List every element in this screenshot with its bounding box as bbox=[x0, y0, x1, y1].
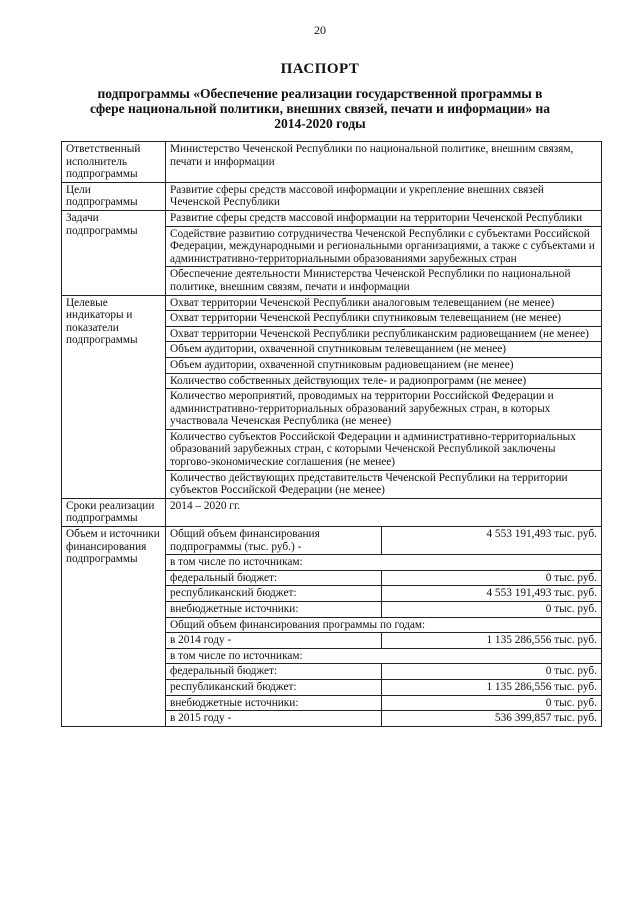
indicator-item: Количество мероприятий, проводимых на территории Российской Федерации и административно-территориальных образований зарубежных стран, в которых участвовала Чеченская Республика (не менее) bbox=[166, 389, 602, 430]
funding-by-years: Общий объем финансирования программы по годам: bbox=[166, 617, 602, 633]
funding-2014-extra-label: внебюджетные источники: bbox=[166, 695, 382, 711]
funding-2014-republic-label: республиканский бюджет: bbox=[166, 679, 382, 695]
funding-republic-label: республиканский бюджет: bbox=[166, 586, 382, 602]
indicator-item: Количество действующих представительств Чеченской Республики на территории субъектов Российской Федерации (не менее) bbox=[166, 470, 602, 498]
indicator-item: Объем аудитории, охваченной спутниковым телевещанием (не менее) bbox=[166, 342, 602, 358]
funding-incl-sources: в том числе по источникам: bbox=[166, 555, 602, 571]
row-value-goals: Развитие сферы средств массовой информации и укрепление внешних связей Чеченской Республики bbox=[166, 182, 602, 210]
table-row bbox=[62, 142, 602, 183]
funding-2015-label: в 2015 году - bbox=[166, 711, 382, 727]
funding-2015-value: 536 399,857 тыс. руб. bbox=[382, 711, 602, 727]
task-item: Развитие сферы средств массовой информации на территории Чеченской Республики bbox=[166, 210, 602, 226]
funding-federal-value: 0 тыс. руб. bbox=[382, 570, 602, 586]
funding-2014-incl: в том числе по источникам: bbox=[166, 648, 602, 664]
row-value-terms: 2014 – 2020 гг. bbox=[166, 498, 602, 526]
table-row bbox=[62, 182, 602, 210]
indicator-item: Количество субъектов Российской Федерации и административно-территориальных образований зарубежных стран, с которыми Чеченской Республикой заключены торгово-экономические соглашения (не менее) bbox=[166, 429, 602, 470]
task-item: Обеспечение деятельности Министерства Чеченской Республики по национальной политике, внешним связям, печати и информации bbox=[166, 267, 602, 295]
funding-total-label: Общий объем финансирования подпрограммы (тыс. руб.) - bbox=[166, 527, 382, 555]
passport-table bbox=[61, 141, 602, 727]
table-row bbox=[62, 498, 602, 526]
task-item: Содействие развитию сотрудничества Чеченской Республики с субъектами Российской Федерации, международными и региональными организациями, а также с субъектами и административно-территориальными образованиями зарубежных стран bbox=[166, 226, 602, 267]
indicator-item: Охват территории Чеченской Республики аналоговым телевещанием (не менее) bbox=[166, 295, 602, 311]
document-title: ПАСПОРТ bbox=[280, 61, 360, 77]
funding-2014-federal-value: 0 тыс. руб. bbox=[382, 664, 602, 680]
document-subtitle: подпрограммы «Обеспечение реализации государственной программы в сфере национальной политики, внешних связей, печати и информации» на 2014-2020 годы bbox=[90, 86, 550, 131]
indicator-item: Количество собственных действующих теле- и радиопрограмм (не менее) bbox=[166, 373, 602, 389]
funding-extra-value: 0 тыс. руб. bbox=[382, 602, 602, 618]
funding-extra-label: внебюджетные источники: bbox=[166, 602, 382, 618]
indicator-item: Охват территории Чеченской Республики спутниковым телевещанием (не менее) bbox=[166, 311, 602, 327]
funding-federal-label: федеральный бюджет: bbox=[166, 570, 382, 586]
funding-2014-value: 1 135 286,556 тыс. руб. bbox=[382, 633, 602, 649]
row-label-tasks: Задачи подпрограммы bbox=[62, 210, 166, 295]
funding-republic-value: 4 553 191,493 тыс. руб. bbox=[382, 586, 602, 602]
indicator-item: Объем аудитории, охваченной спутниковым радиовещанием (не менее) bbox=[166, 357, 602, 373]
row-label-indicators: Целевые индикаторы и показатели подпрограммы bbox=[62, 295, 166, 498]
table-row bbox=[62, 527, 602, 555]
table-row bbox=[62, 295, 602, 311]
funding-2014-extra-value: 0 тыс. руб. bbox=[382, 695, 602, 711]
row-label-funding: Объем и источники финансирования подпрограммы bbox=[62, 527, 166, 727]
funding-total-value: 4 553 191,493 тыс. руб. bbox=[382, 527, 602, 555]
funding-2014-republic-value: 1 135 286,556 тыс. руб. bbox=[382, 679, 602, 695]
table-row bbox=[62, 210, 602, 226]
row-label-responsible: Ответственный исполнитель подпрограммы bbox=[62, 142, 166, 183]
row-value-responsible: Министерство Чеченской Республики по национальной политике, внешним связям, печати и информации bbox=[166, 142, 602, 183]
indicator-item: Охват территории Чеченской Республики республиканским радиовещанием (не менее) bbox=[166, 326, 602, 342]
funding-2014-label: в 2014 году - bbox=[166, 633, 382, 649]
page-number: 20 bbox=[314, 23, 326, 37]
row-label-terms: Сроки реализации подпрограммы bbox=[62, 498, 166, 526]
funding-2014-federal-label: федеральный бюджет: bbox=[166, 664, 382, 680]
row-label-goals: Цели подпрограммы bbox=[62, 182, 166, 210]
